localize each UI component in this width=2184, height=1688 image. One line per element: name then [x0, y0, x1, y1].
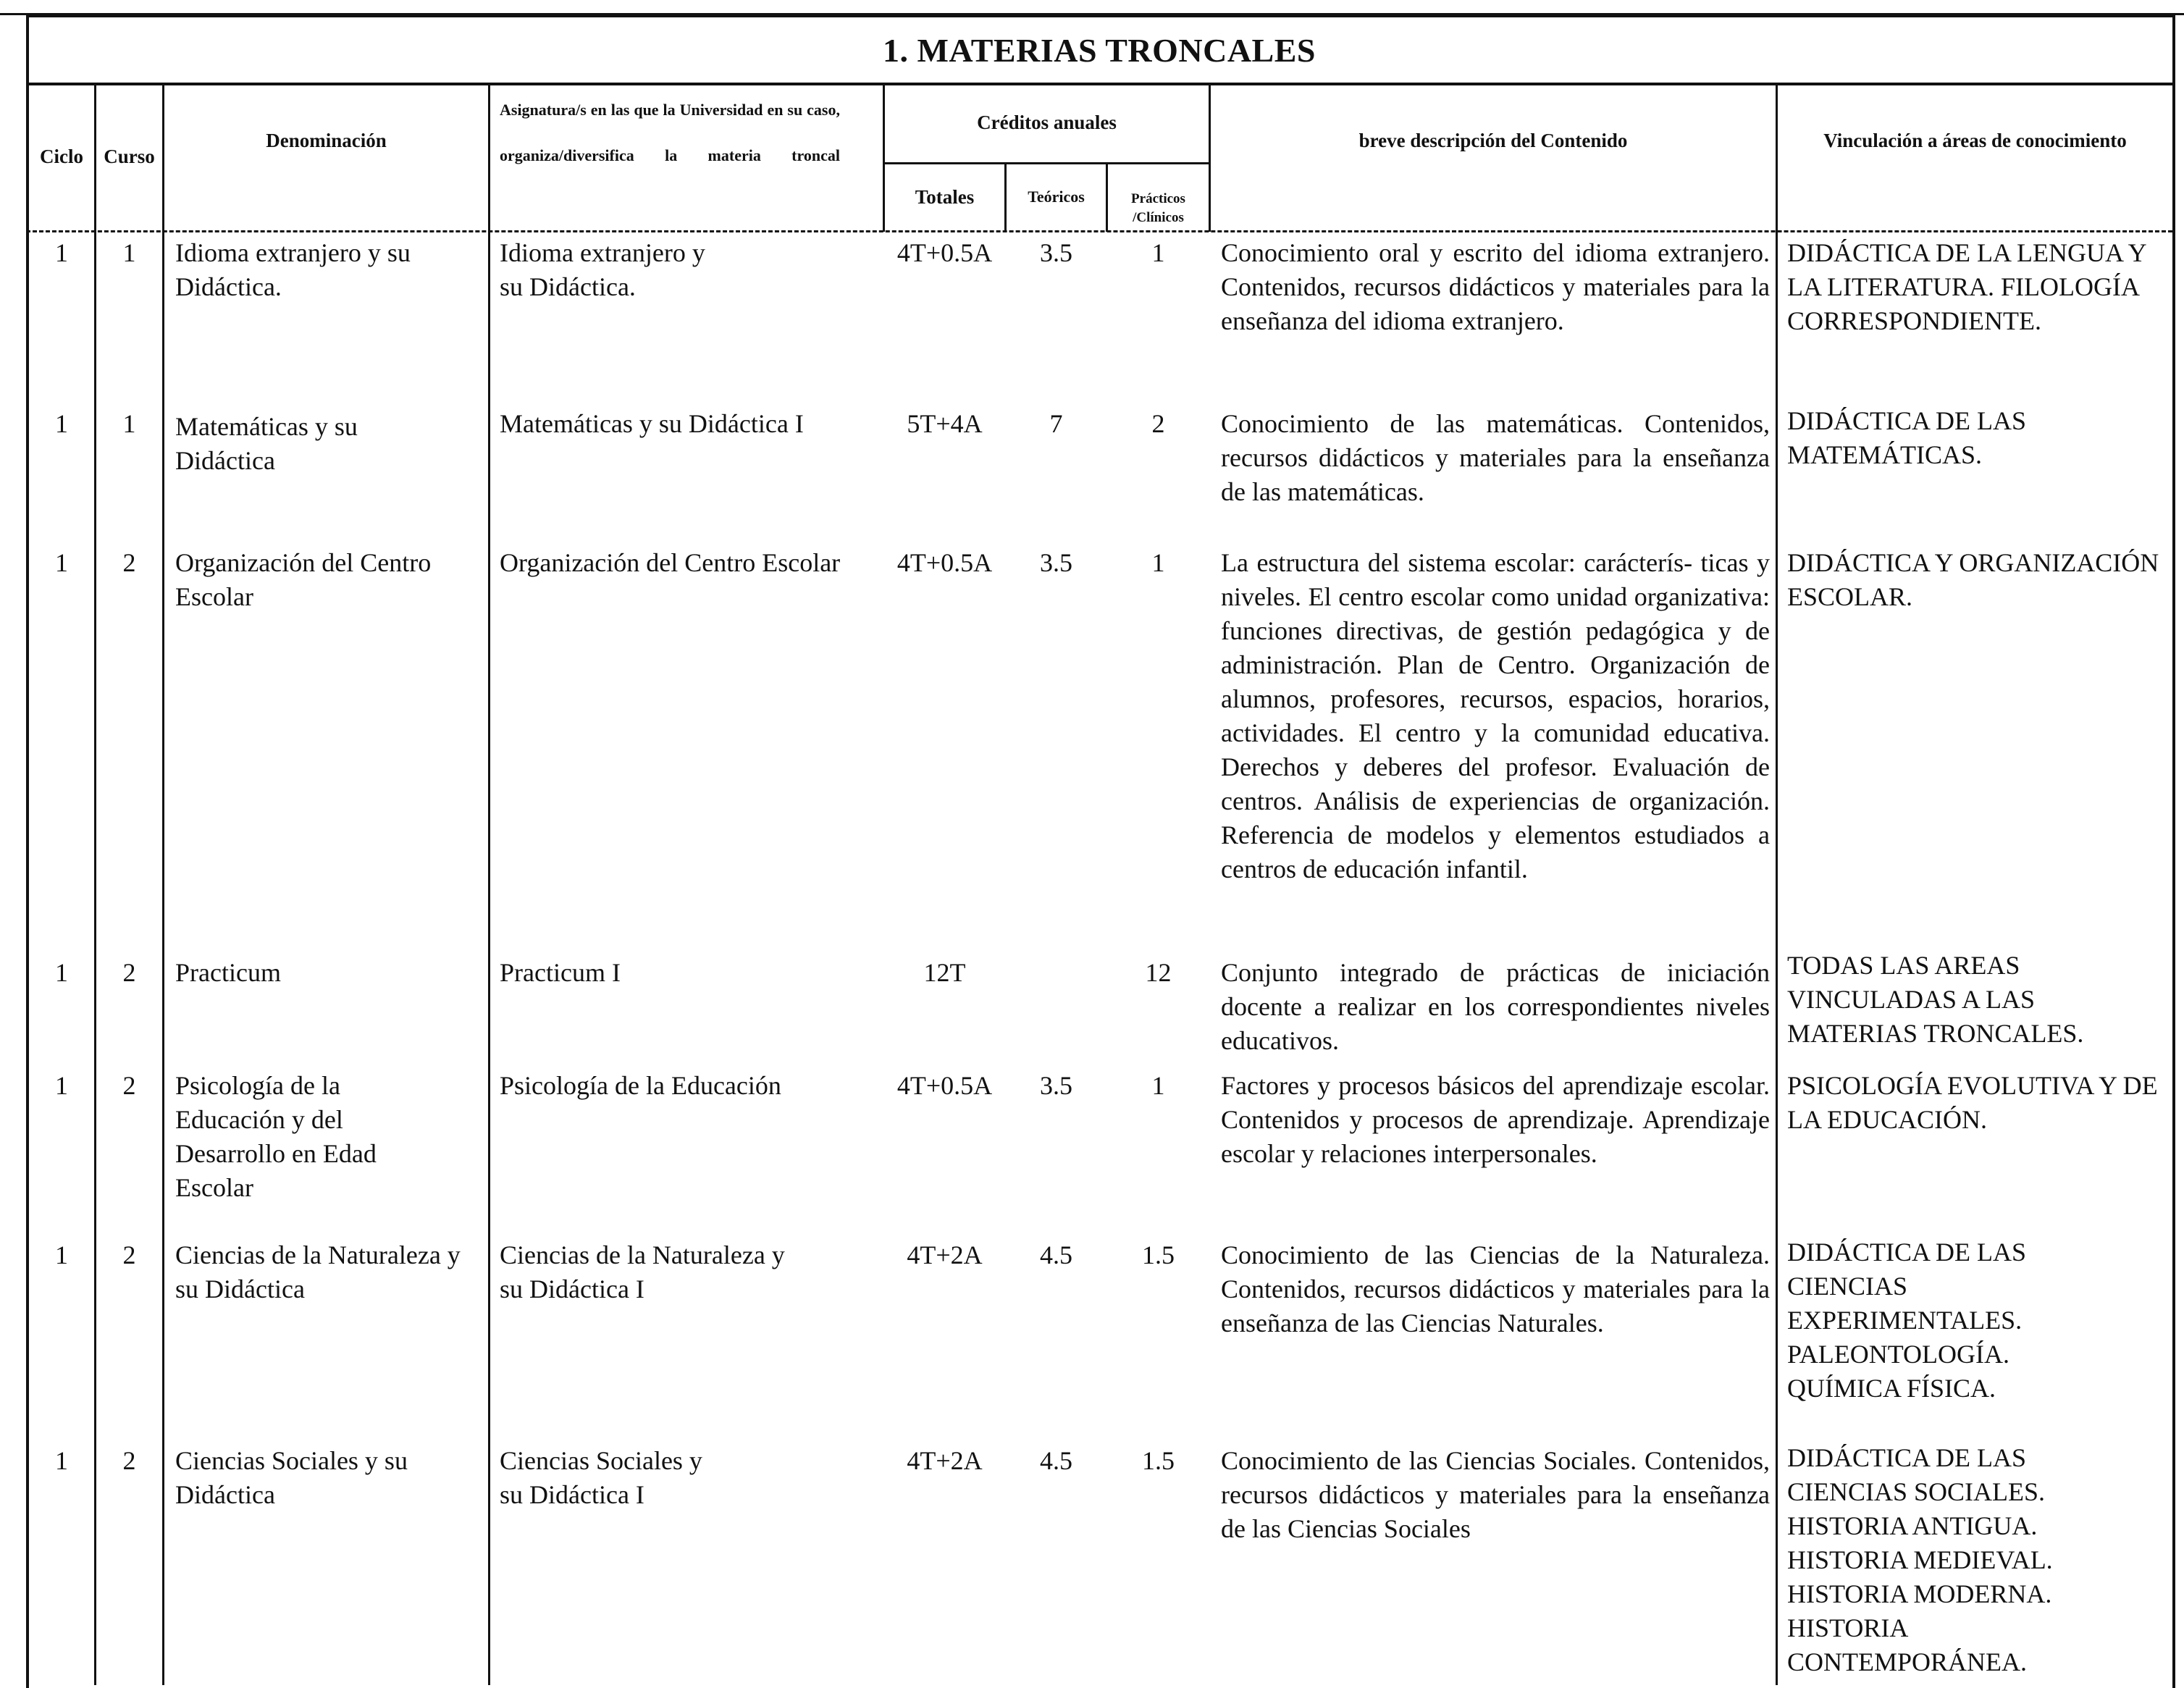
header-asignatura: Asignatura/s en las que la Universidad en su caso, organiza/diversifica la materia troncal: [500, 101, 840, 164]
cell-teoricos: 4.5: [1040, 1240, 1072, 1269]
cell-descripcion: Conocimiento oral y escrito del idioma extranjero. Contenidos, recursos didácticos y materiales para la enseñanza del idioma extranjero.: [1221, 238, 1770, 335]
cell-curso: 2: [122, 1446, 136, 1475]
cell-curso: 2: [122, 548, 136, 577]
header-curso: Curso: [104, 145, 155, 167]
col-line-curso: [162, 83, 164, 1685]
cell-totales: 12T: [923, 958, 966, 987]
cell-practicos: 1: [1151, 1071, 1165, 1100]
header-creditos: Créditos anuales: [977, 111, 1117, 133]
cell-asignatura: Psicología de la Educación: [500, 1071, 781, 1100]
cell-ciclo: 1: [55, 409, 68, 438]
cell-asignatura: Matemáticas y su Didáctica I: [500, 409, 804, 438]
cell-descripcion: Conocimiento de las matemáticas. Contenidos, recursos didácticos y materiales para la enseñanza de las matemáticas.: [1221, 409, 1770, 506]
cell-ciclo: 1: [55, 548, 68, 577]
cell-teoricos: 3.5: [1040, 238, 1072, 267]
cell-totales: 5T+4A: [907, 409, 983, 438]
cell-totales: 4T+2A: [907, 1446, 983, 1475]
cell-totales: 4T+0.5A: [896, 238, 993, 267]
cell-curso: 2: [122, 1240, 136, 1269]
cell-ciclo: 1: [55, 1240, 68, 1269]
page-title: 1. MATERIAS TRONCALES: [883, 31, 1316, 69]
cell-descripcion: Factores y procesos básicos del aprendizaje escolar. Contenidos y procesos de aprendizaje. Aprendizaje escolar y relaciones interpersonales.: [1221, 1071, 1770, 1168]
cell-areas: DIDÁCTICA DE LAS CIENCIAS EXPERIMENTALES. PALEONTOLOGÍA. QUÍMICA FÍSICA.: [1787, 1238, 2026, 1403]
cell-denominacion: Organización del Centro Escolar: [175, 548, 432, 611]
header-descripcion: breve descripción del Contenido: [1358, 129, 1628, 151]
cell-denominacion: Matemáticas y su Didáctica: [175, 412, 358, 475]
title-bar: [26, 17, 2172, 85]
col-line-descripcion: [1776, 83, 1778, 1685]
cell-denominacion: Ciencias Sociales y su Didáctica: [175, 1446, 408, 1509]
cell-teoricos: 7: [1049, 409, 1063, 438]
header-bottom-line: [26, 230, 2172, 232]
cell-denominacion: Psicología de la Educación y del Desarrollo en Edad Escolar: [175, 1071, 377, 1202]
header-teoricos: Teóricos: [1028, 187, 1085, 206]
cell-areas: DIDÁCTICA DE LA LENGUA Y LA LITERATURA. FILOLOGÍA CORRESPONDIENTE.: [1787, 238, 2146, 335]
header-denominacion: Denominación: [266, 129, 387, 151]
cell-areas: DIDÁCTICA Y ORGANIZACIÓN ESCOLAR.: [1787, 548, 2159, 611]
cell-totales: 4T+2A: [907, 1240, 983, 1269]
cell-asignatura: Ciencias Sociales y su Didáctica I: [500, 1446, 702, 1509]
cell-denominacion: Practicum: [175, 958, 281, 987]
cell-areas: TODAS LAS AREAS VINCULADAS A LAS MATERIAS TRONCALES.: [1787, 951, 2084, 1048]
cell-ciclo: 1: [55, 1446, 68, 1475]
header-vinculacion: Vinculación a áreas de conocimiento: [1823, 129, 2127, 151]
cell-teoricos: 3.5: [1040, 548, 1072, 577]
cell-asignatura: Practicum I: [500, 958, 621, 987]
cell-areas: PSICOLOGÍA EVOLUTIVA Y DE LA EDUCACIÓN.: [1787, 1071, 2158, 1134]
cell-practicos: 1.5: [1142, 1240, 1175, 1269]
cell-practicos: 12: [1145, 958, 1172, 987]
cell-totales: 4T+0.5A: [896, 1071, 993, 1100]
cell-denominacion: Ciencias de la Naturaleza y su Didáctica: [175, 1240, 461, 1303]
cell-teoricos: 3.5: [1040, 1071, 1072, 1100]
cell-practicos: 1.5: [1142, 1446, 1175, 1475]
col-line-denominacion: [488, 83, 490, 1685]
cell-curso: 1: [122, 409, 136, 438]
cell-areas: DIDÁCTICA DE LAS MATEMÁTICAS.: [1787, 406, 2026, 469]
cell-curso: 2: [122, 1071, 136, 1100]
cell-areas: DIDÁCTICA DE LAS CIENCIAS SOCIALES. HISTORIA ANTIGUA. HISTORIA MEDIEVAL. HISTORIA MODERNA. HISTORIA CONTEMPORÁNEA.: [1787, 1443, 2053, 1676]
header-practicos: Prácticos /Clínicos: [1131, 191, 1185, 225]
cell-totales: 4T+0.5A: [896, 548, 993, 577]
cell-ciclo: 1: [55, 958, 68, 987]
cell-ciclo: 1: [55, 238, 68, 267]
cell-descripcion: La estructura del sistema escolar: carácterís- ticas y niveles. El centro escolar como unidad organizativa: funciones directivas, de gestión pedagógica y de administración. Plan de Centro. Organización de alumnos, profesores, recursos, espacios, horarios, actividades. El centro y la comunidad educativa. Derechos y deberes del profesor. Evaluación de centros. Análisis de experiencias de organización. Referencia de modelos y elementos estudiados a centros de educación infantil.: [1221, 548, 1770, 883]
cell-practicos: 1: [1151, 238, 1165, 267]
cell-teoricos: 4.5: [1040, 1446, 1072, 1475]
cell-asignatura: Idioma extranjero y su Didáctica.: [500, 238, 705, 301]
cell-descripcion: Conocimiento de las Ciencias de la Naturaleza. Contenidos, recursos didácticos y materiales para la enseñanza de las Ciencias Naturales.: [1221, 1240, 1770, 1338]
cell-asignatura: Organización del Centro Escolar: [500, 548, 841, 577]
cell-ciclo: 1: [55, 1071, 68, 1100]
header-ciclo: Ciclo: [40, 145, 83, 167]
cell-denominacion: Idioma extranjero y su Didáctica.: [175, 238, 411, 301]
header-totales: Totales: [915, 185, 975, 208]
cell-curso: 1: [122, 238, 136, 267]
cell-practicos: 2: [1151, 409, 1165, 438]
cell-descripcion: Conjunto integrado de prácticas de iniciación docente a realizar en los correspondientes niveles educativos.: [1221, 958, 1770, 1055]
cell-practicos: 1: [1151, 548, 1165, 577]
cell-curso: 2: [122, 958, 136, 987]
cell-asignatura: Ciencias de la Naturaleza y su Didáctica I: [500, 1240, 785, 1303]
cell-descripcion: Conocimiento de las Ciencias Sociales. Contenidos, recursos didácticos y materiales para la enseñanza de las Ciencias Sociales: [1221, 1446, 1770, 1543]
